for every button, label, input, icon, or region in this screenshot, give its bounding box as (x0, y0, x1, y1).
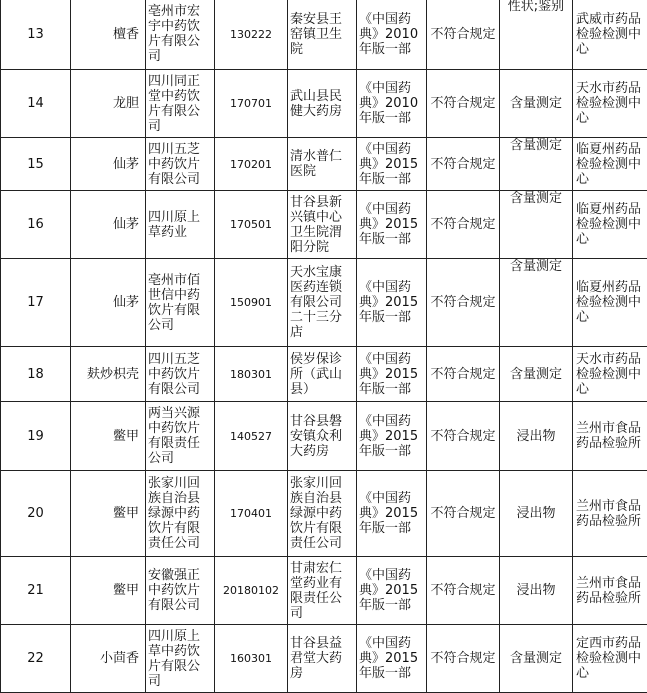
manufacturer-cell: 安徽强正中药饮片有限公司 (146, 557, 215, 625)
drug-name-cell: 鳖甲 (71, 402, 146, 471)
nonconforming-item-cell: 含量测定 (500, 138, 573, 191)
manufacturer-cell: 四川原上草药业 (146, 191, 215, 259)
inspection-standard-cell: 《中国药典》2015年版一部 (357, 138, 427, 191)
inspection-standard-cell: 《中国药典》2015年版一部 (357, 259, 427, 347)
inspection-result-cell: 不符合规定 (427, 347, 500, 402)
testing-agency-cell: 兰州市食品药品检验所 (573, 557, 647, 625)
sampled-unit-cell: 张家川回族自治县绿源中药饮片有限责任公司 (288, 471, 357, 557)
inspection-result-cell: 不符合规定 (427, 191, 500, 259)
batch-number-cell: 160301 (215, 625, 288, 693)
nonconforming-item-cell: 含量测定 (500, 347, 573, 402)
nonconforming-item-cell: 含量测定 (500, 70, 573, 138)
testing-agency-cell: 武威市药品检验检测中心 (573, 0, 647, 70)
table-row (1, 0, 647, 70)
row-number-cell: 13 (1, 0, 71, 70)
inspection-result-cell: 不符合规定 (427, 259, 500, 347)
sampled-unit-cell: 甘谷县益君堂大药房 (288, 625, 357, 693)
manufacturer-cell: 四川五芝中药饮片有限公司 (146, 138, 215, 191)
testing-agency-cell: 临夏州药品检验检测中心 (573, 191, 647, 259)
row-number-cell: 21 (1, 557, 71, 625)
manufacturer-cell: 四川同正堂中药饮片有限公司 (146, 70, 215, 138)
table-row (1, 191, 647, 259)
manufacturer-cell: 亳州市宏宇中药饮片有限公司 (146, 0, 215, 70)
sampled-unit-cell: 秦安县王窑镇卫生院 (288, 0, 357, 70)
inspection-standard-cell: 《中国药典》2015年版一部 (357, 625, 427, 693)
nonconforming-item-cell: 性状;鉴别 (500, 0, 573, 70)
batch-number-cell: 140527 (215, 402, 288, 471)
manufacturer-cell: 四川五芝中药饮片有限公司 (146, 347, 215, 402)
sampled-unit-cell: 甘谷县磐安镇众利大药房 (288, 402, 357, 471)
batch-number-cell: 170401 (215, 471, 288, 557)
row-number-cell: 15 (1, 138, 71, 191)
testing-agency-cell: 兰州市食品药品检验所 (573, 471, 647, 557)
drug-name-cell: 龙胆 (71, 70, 146, 138)
testing-agency-cell: 兰州市食品药品检验所 (573, 402, 647, 471)
table-row (1, 70, 647, 138)
sampled-unit-cell: 武山县民健大药房 (288, 70, 357, 138)
sampled-unit-cell: 甘谷县新兴镇中心卫生院渭阳分院 (288, 191, 357, 259)
inspection-result-cell: 不符合规定 (427, 471, 500, 557)
inspection-standard-cell: 《中国药典》2015年版一部 (357, 557, 427, 625)
row-number-cell: 19 (1, 402, 71, 471)
drug-name-cell: 檀香 (71, 0, 146, 70)
batch-number-cell: 130222 (215, 0, 288, 70)
nonconforming-item-cell: 浸出物 (500, 557, 573, 625)
inspection-result-cell: 不符合规定 (427, 625, 500, 693)
row-number-cell: 22 (1, 625, 71, 693)
inspection-result-cell: 不符合规定 (427, 0, 500, 70)
drug-name-cell: 小茴香 (71, 625, 146, 693)
inspection-result-cell: 不符合规定 (427, 557, 500, 625)
sampled-unit-cell: 清水普仁医院 (288, 138, 357, 191)
testing-agency-cell: 天水市药品检验检测中心 (573, 70, 647, 138)
drug-name-cell: 麸炒枳壳 (71, 347, 146, 402)
table-body (1, 0, 647, 693)
sampled-unit-cell: 甘肃宏仁堂药业有限责任公司 (288, 557, 357, 625)
table-row (1, 402, 647, 471)
inspection-result-cell: 不符合规定 (427, 138, 500, 191)
sampled-unit-cell: 天水宝康医药连锁有限公司二十三分店 (288, 259, 357, 347)
nonconforming-item-cell: 含量测定 (500, 191, 573, 259)
manufacturer-cell: 两当兴源中药饮片有限责任公司 (146, 402, 215, 471)
table-row (1, 347, 647, 402)
drug-name-cell: 仙茅 (71, 259, 146, 347)
batch-number-cell: 170201 (215, 138, 288, 191)
inspection-standard-cell: 《中国药典》2010年版一部 (357, 0, 427, 70)
inspection-result-cell: 不符合规定 (427, 70, 500, 138)
row-number-cell: 16 (1, 191, 71, 259)
batch-number-cell: 20180102 (215, 557, 288, 625)
table-row (1, 625, 647, 693)
batch-number-cell: 180301 (215, 347, 288, 402)
batch-number-cell: 150901 (215, 259, 288, 347)
batch-number-cell: 170501 (215, 191, 288, 259)
testing-agency-cell: 定西市药品检验检测中心 (573, 625, 647, 693)
batch-number-cell: 170701 (215, 70, 288, 138)
inspection-standard-cell: 《中国药典》2015年版一部 (357, 471, 427, 557)
table-row (1, 259, 647, 347)
testing-agency-cell: 临夏州药品检验检测中心 (573, 259, 647, 347)
manufacturer-cell: 四川原上草中药饮片有限公司 (146, 625, 215, 693)
row-number-cell: 18 (1, 347, 71, 402)
drug-name-cell: 仙茅 (71, 138, 146, 191)
inspection-standard-cell: 《中国药典》2015年版一部 (357, 347, 427, 402)
row-number-cell: 20 (1, 471, 71, 557)
inspection-result-cell: 不符合规定 (427, 402, 500, 471)
table-row (1, 557, 647, 625)
table-row (1, 471, 647, 557)
drug-name-cell: 鳖甲 (71, 471, 146, 557)
nonconforming-item-cell: 浸出物 (500, 402, 573, 471)
nonconforming-item-cell: 含量测定 (500, 259, 573, 347)
row-number-cell: 14 (1, 70, 71, 138)
table-row (1, 138, 647, 191)
manufacturer-cell: 亳州市佰世信中药饮片有限公司 (146, 259, 215, 347)
sampled-unit-cell: 侯岁保诊所（武山县） (288, 347, 357, 402)
row-number-cell: 17 (1, 259, 71, 347)
testing-agency-cell: 临夏州药品检验检测中心 (573, 138, 647, 191)
testing-agency-cell: 天水市药品检验检测中心 (573, 347, 647, 402)
inspection-standard-cell: 《中国药典》2015年版一部 (357, 191, 427, 259)
drug-name-cell: 鳖甲 (71, 557, 146, 625)
inspection-standard-cell: 《中国药典》2015年版一部 (357, 402, 427, 471)
nonconforming-item-cell: 浸出物 (500, 471, 573, 557)
inspection-standard-cell: 《中国药典》2010年版一部 (357, 70, 427, 138)
manufacturer-cell: 张家川回族自治县绿源中药饮片有限责任公司 (146, 471, 215, 557)
drug-name-cell: 仙茅 (71, 191, 146, 259)
nonconforming-item-cell: 含量测定 (500, 625, 573, 693)
